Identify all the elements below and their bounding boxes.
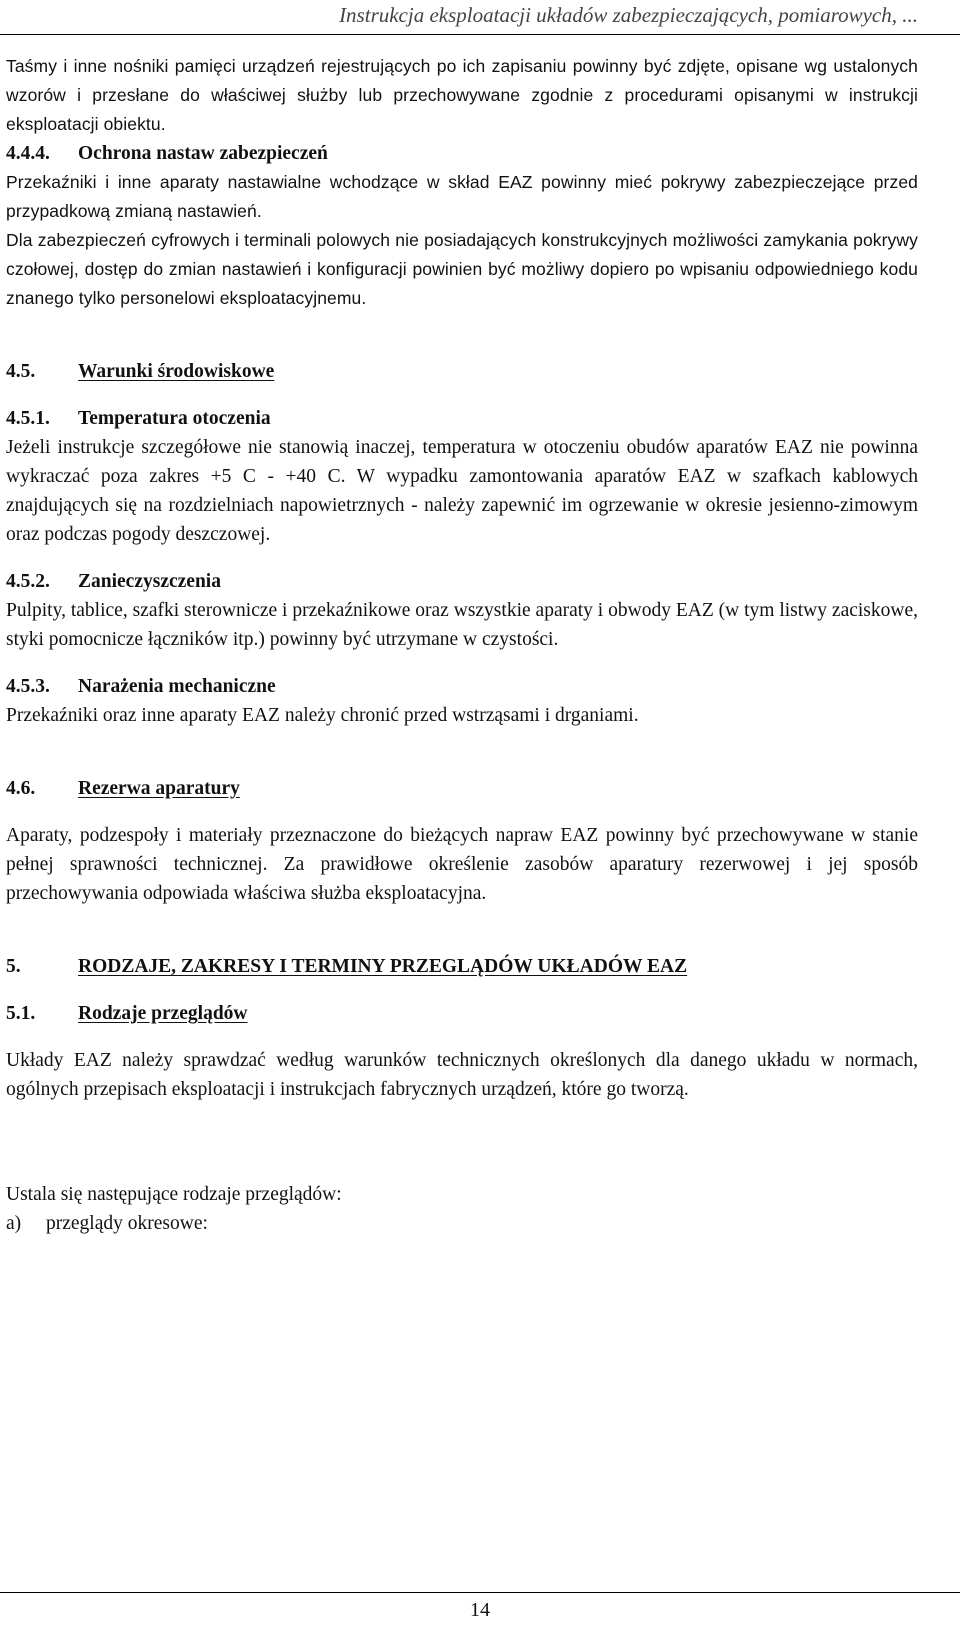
- section-number: 4.5.1.: [6, 408, 50, 429]
- section-title: Rezerwa aparatury: [78, 778, 240, 799]
- list-item: [6, 1209, 918, 1238]
- section-5-1-heading: [6, 999, 918, 1028]
- section-title: Warunki środowiskowe: [78, 361, 275, 382]
- section-4-5-3-heading: [6, 672, 918, 701]
- section-4-5-3-paragraph: Przekaźniki oraz inne aparaty EAZ należy chronić przed wstrząsami i drganiami.: [6, 705, 639, 726]
- section-title: Ochrona nastaw zabezpieczeń: [78, 143, 328, 164]
- page-body: [6, 52, 918, 1238]
- section-number: 5.1.: [6, 1003, 36, 1024]
- section-number: 4.6.: [6, 778, 36, 799]
- section-number: 4.5.2.: [6, 571, 50, 592]
- page-footer: [0, 1592, 960, 1622]
- section-number: 4.4.4.: [6, 143, 50, 164]
- list-item-text: przeglądy okresowe:: [46, 1213, 208, 1234]
- section-5-1-paragraph: Układy EAZ należy sprawdzać według warunków technicznych określonych dla danego układu w normach, ogólnych przepisach eksploatacji i instrukcjach fabrycznych urządzeń, które go tworzą.: [6, 1050, 918, 1100]
- page-number: 14: [470, 1599, 490, 1621]
- section-4-5-2-paragraph: Pulpity, tablice, szafki sterownicze i przekaźnikowe oraz wszystkie aparaty i obwody EAZ (w tym listwy zaciskowe, styki pomocnicze łączników itp.) powinny być utrzymane w czystości.: [6, 600, 918, 650]
- section-4-4-4-heading: [6, 139, 918, 168]
- section-title: Rodzaje przeglądów: [78, 1003, 248, 1024]
- section-4-4-4-paragraph-1: Przekaźniki i inne aparaty nastawialne wchodzące w skład EAZ powinny mieć pokrywy zabezpieczejące przed przypadkową zmianą nastawień.: [6, 172, 918, 221]
- list-marker: a): [6, 1213, 22, 1234]
- section-title: Zanieczyszczenia: [78, 571, 221, 592]
- section-title: Narażenia mechaniczne: [78, 676, 276, 697]
- section-4-6-heading: [6, 774, 918, 803]
- section-4-6-paragraph: Aparaty, podzespoły i materiały przeznaczone do bieżących napraw EAZ powinny być przechowywane w stanie pełnej sprawności technicznej. Za prawidłowe określenie zasobów aparatury rezerwowej i jej sposób przechowywania odpowiada właściwa służba eksploatacyjna.: [6, 825, 918, 904]
- section-4-4-4-paragraph-2: Dla zabezpieczeń cyfrowych i terminali polowych nie posiadających konstrukcyjnych możliwości zamykania pokrywy czołowej, dostęp do zmian nastawień i konfiguracji powinien być możliwy dopiero po wpisaniu odpowiedniego kodu znanego tylko personelowi eksploatacyjnemu.: [6, 230, 918, 308]
- section-4-5-1-heading: [6, 404, 918, 433]
- section-title: Temperatura otoczenia: [78, 408, 271, 429]
- section-number: 5.: [6, 956, 21, 977]
- review-types-intro: Ustala się następujące rodzaje przeglądów:: [6, 1184, 342, 1205]
- intro-paragraph: Taśmy i inne nośniki pamięci urządzeń rejestrujących po ich zapisaniu powinny być zdjęte, opisane wg ustalonych wzorów i przesłane do właściwej służby lub przechowywane zgodnie z procedurami opisanymi w instrukcji eksploatacji obiektu.: [6, 56, 918, 134]
- section-4-5-2-heading: [6, 567, 918, 596]
- section-4-5-1-paragraph: Jeżeli instrukcje szczegółowe nie stanowią inaczej, temperatura w otoczeniu obudów aparatów EAZ nie powinna wykraczać poza zakres +5 C - +40 C. W wypadku zamontowania aparatów EAZ w szafkach kablowych znajdujących się na rozdzielniach napowietrznych - należy zapewnić im ogrzewanie w okresie jesienno-zimowym oraz podczas pogody deszczowej.: [6, 437, 918, 545]
- document-title: Instrukcja eksploatacji układów zabezpieczających, pomiarowych, ...: [339, 3, 918, 27]
- section-number: 4.5.3.: [6, 676, 50, 697]
- section-number: 4.5.: [6, 361, 36, 382]
- chapter-5-heading: [6, 952, 918, 981]
- section-title: RODZAJE, ZAKRESY I TERMINY PRZEGLĄDÓW UKŁADÓW EAZ: [78, 956, 688, 977]
- section-4-5-heading: [6, 357, 918, 386]
- page-header: [0, 0, 960, 35]
